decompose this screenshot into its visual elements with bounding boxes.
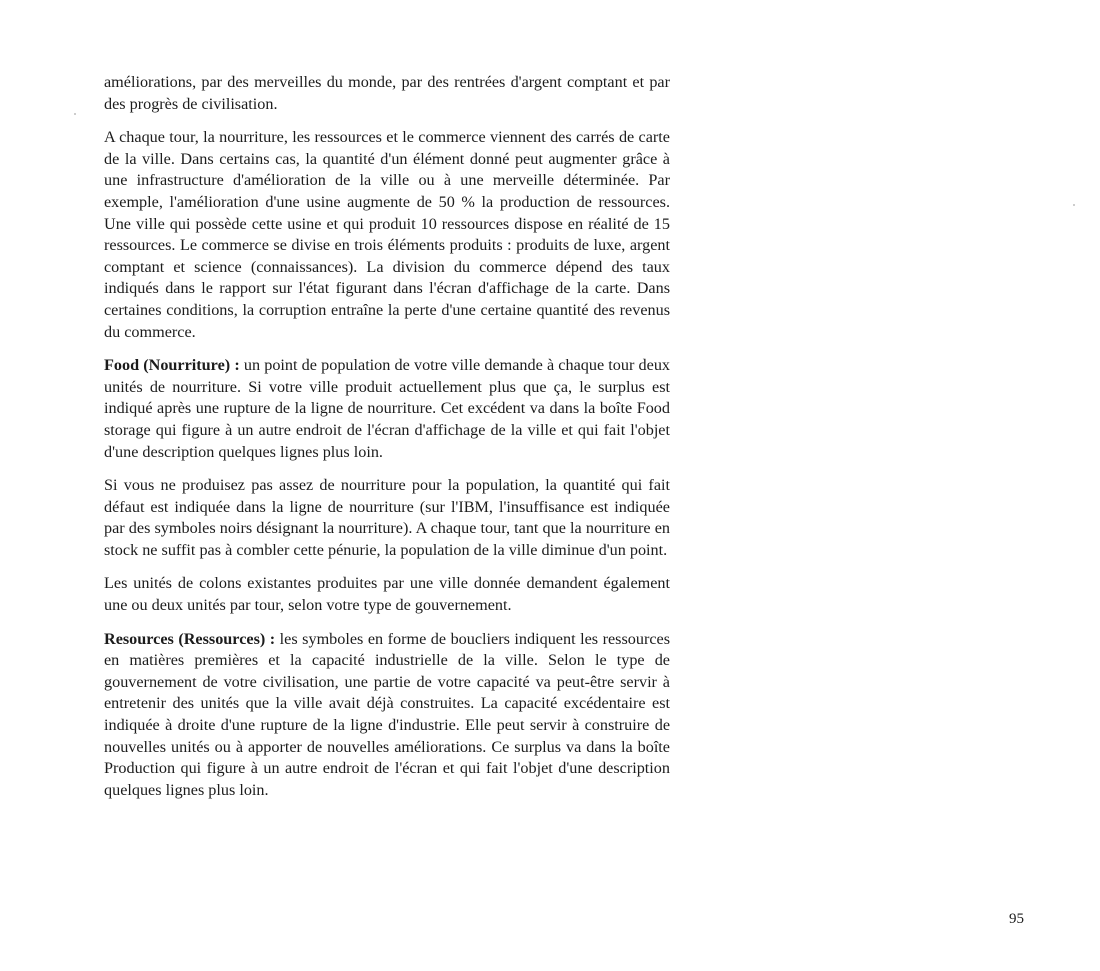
term-resources: Resources (Ressources) : <box>104 629 276 648</box>
scan-speck <box>1073 204 1075 206</box>
paragraph-resources <box>104 629 670 802</box>
paragraph-settlers <box>104 573 670 616</box>
page-number: 95 <box>1009 911 1024 927</box>
paragraph-text: Les unités de colons existantes produites par une ville donnée demandent également une ou deux unités par tour, selon votre type de gouvernement. <box>104 574 670 615</box>
term-food: Food (Nourriture) : <box>104 356 240 375</box>
paragraph-text: améliorations, par des merveilles du monde, par des rentrées d'argent comptant et par des progrès de civilisation. <box>104 73 670 113</box>
paragraph-text: Si vous ne produisez pas assez de nourriture pour la population, la quantité qui fait défaut est indiquée dans la ligne de nourriture (sur l'IBM, l'insuffisance est indiquée par des symboles noirs désignant la nourriture). A chaque tour, tant que la nourriture en stock ne suffit pas à combler cette pénurie, la population de la ville diminue d'un point. <box>104 476 670 559</box>
paragraph-text: A chaque tour, la nourriture, les ressources et le commerce viennent des carrés de carte de la ville. Dans certains cas, la quantité d'un élément donné peut augmenter grâce à une infrastructure d'amélioration de la ville ou à une merveille déterminée. Par exemple, l'amélioration d'une usine augmente de 50 % la production de ressources. Une ville qui possède cette usine et qui produit 10 ressources dispose en réalité de 15 ressources. Le commerce se divise en trois éléments produits : produits de luxe, argent comptant et science (connaissances). La division du commerce dépend des taux indiqués dans le rapport sur l'état figurant dans l'écran d'affichage de la carte. Dans certaines conditions, la corruption entraîne la perte d'une certaine quantité des revenus du commerce. <box>104 128 670 341</box>
page-body <box>104 72 670 813</box>
paragraph-text: un point de population de votre ville demande à chaque tour deux unités de nourriture. Si votre ville produit actuellement plus que ça, le surplus est indiqué après une rupture de la ligne de nourriture. Cet excédent va dans la boîte Food storage qui figure à un autre endroit de l'écran d'affichage de la ville et qui fait l'objet d'une description quelques lignes plus loin. <box>104 356 671 461</box>
paragraph-food-shortage <box>104 475 670 561</box>
scan-speck <box>74 113 76 115</box>
paragraph-city-squares <box>104 127 670 343</box>
paragraph-text: les symboles en forme de boucliers indiquent les ressources en matières premières et la capacité industrielle de la ville. Selon le type de gouvernement de votre civilisation, une partie de votre capacité va peut-être servir à entretenir des unités que la ville avait déjà construites. La capacité excédentaire est indiquée à droite d'une rupture de la ligne d'industrie. Elle peut servir à construire de nouvelles unités ou à apporter de nouvelles améliorations. Ce surplus va dans la boîte Production qui figure à un autre endroit de l'écran et qui fait l'objet d'une description quelques lignes plus loin. <box>104 629 671 799</box>
paragraph-food <box>104 355 670 463</box>
paragraph-intro-continuation <box>104 72 670 115</box>
